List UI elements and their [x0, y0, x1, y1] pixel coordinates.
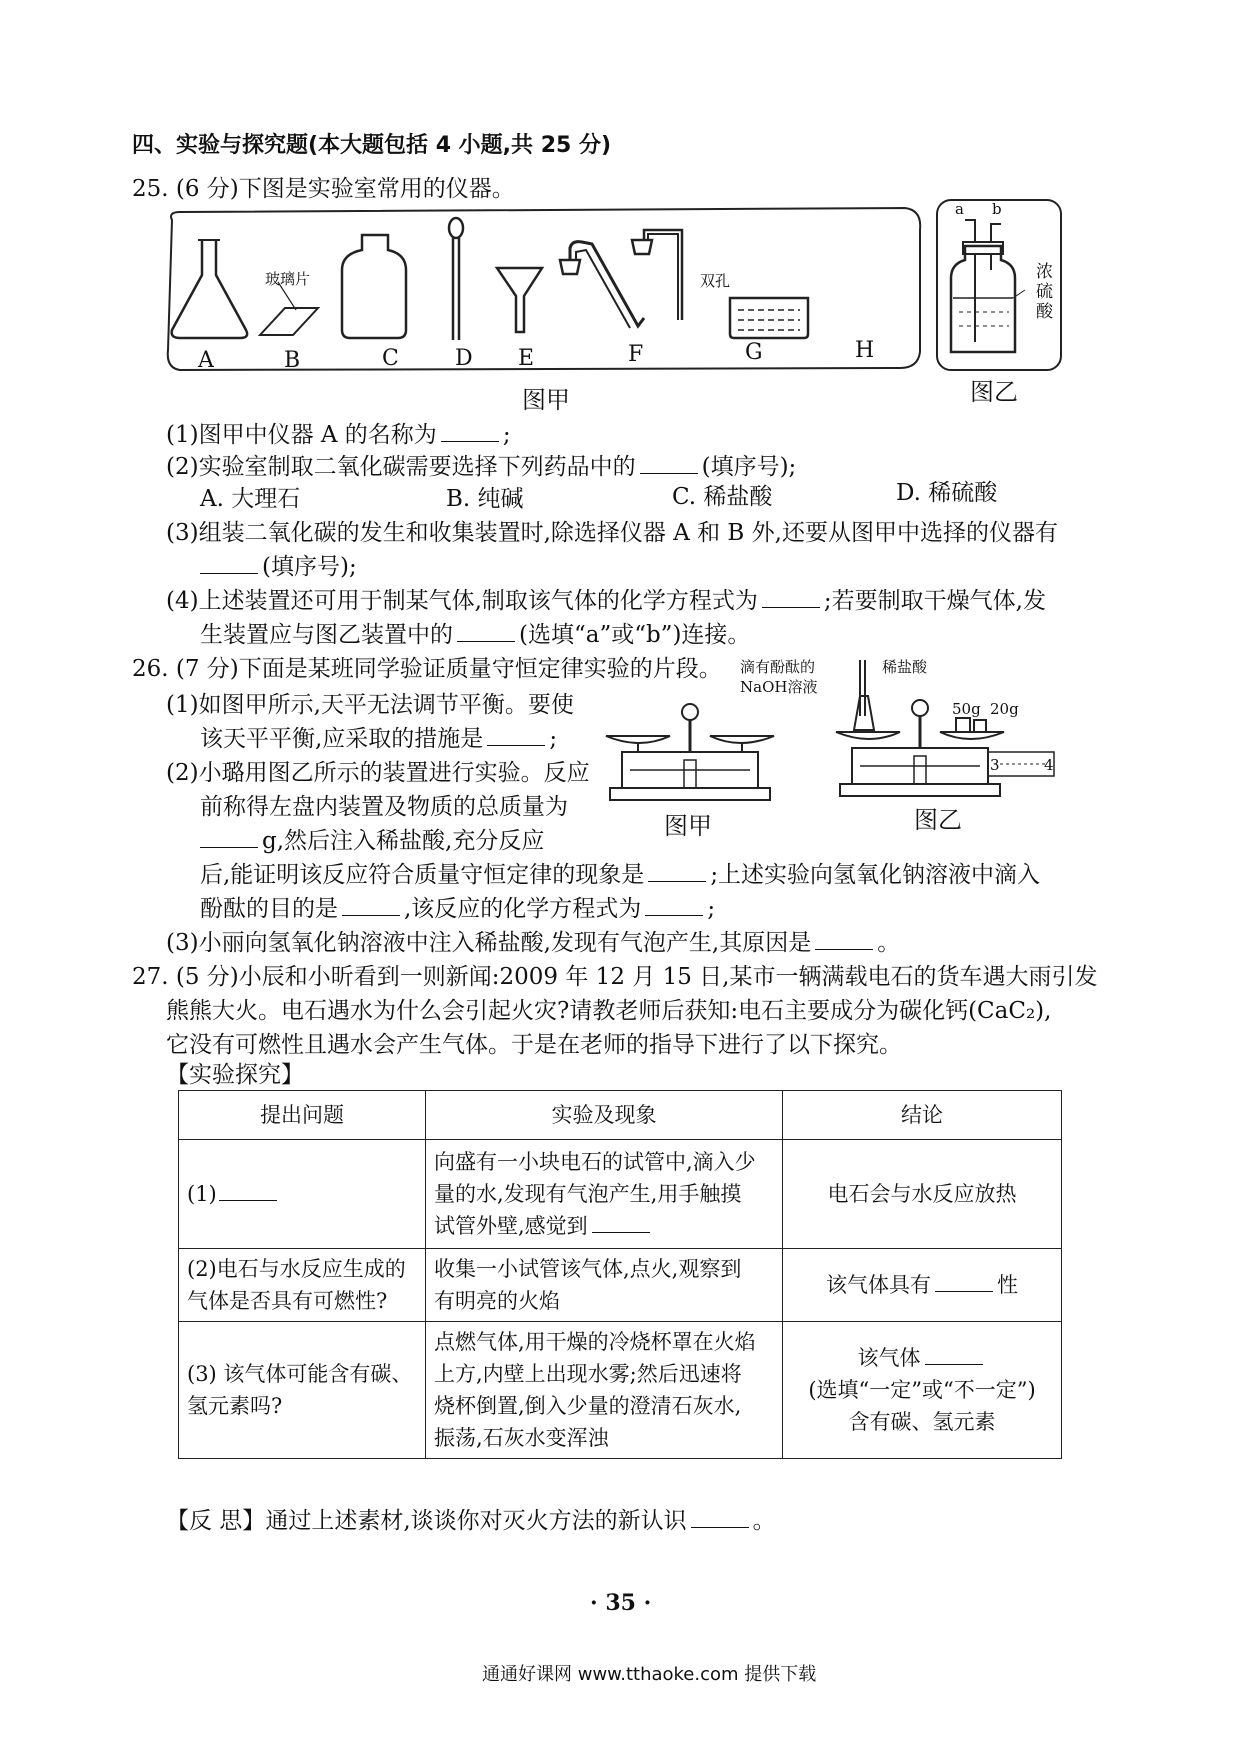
acid-label: 浓硫酸 [1036, 262, 1053, 322]
long-neck-funnel-icon [449, 218, 463, 340]
answer-blank[interactable] [342, 897, 400, 916]
answer-blank[interactable] [648, 863, 706, 882]
double-hole-label: 双孔 [700, 272, 731, 290]
q26-caption-jia: 图甲 [664, 812, 712, 840]
q26-balance-jia [600, 690, 780, 810]
q27-line3: 它没有可燃性且遇水会产生气体。于是在老师的指导下进行了以下探究。 [166, 1032, 902, 1058]
q26-line6: 后,能证明该反应符合质量守恒定律的现象是 ;上述实验向氢氧化钠溶液中滴入 [200, 862, 1041, 888]
table-row [179, 1140, 1062, 1249]
table-row [179, 1322, 1062, 1459]
hcl-label: 稀盐酸 [882, 658, 928, 676]
q26-line3: (2)小璐用图乙所示的装置进行实验。反应 [166, 760, 590, 786]
apparatus-label-a: A [198, 348, 214, 373]
page-number: · 35 · [590, 1590, 652, 1616]
balance-icon [606, 704, 774, 800]
answer-blank[interactable] [487, 727, 545, 746]
tube-label-a: a [955, 200, 964, 218]
q27-reflection: 【反 思】通过上述素材,谈谈你对灭火方法的新认识 。 [166, 1508, 776, 1534]
wash-bottle-icon [951, 220, 1025, 352]
answer-blank[interactable] [219, 1182, 277, 1201]
apparatus-label-d: D [455, 346, 473, 371]
q25-option-a: A. 大理石 [200, 486, 301, 512]
q25-option-d: D. 稀硫酸 [896, 480, 998, 506]
answer-blank[interactable] [925, 1346, 983, 1365]
tube-label-b: b [992, 200, 1002, 218]
q27-experiment-label: 【实验探究】 [166, 1062, 304, 1088]
apparatus-label-e: E [518, 346, 535, 371]
column-header: 实验及现象 [426, 1091, 783, 1140]
q25-part4-cont: 生装置应与图乙装置中的 (选填“a”或“b”)连接。 [200, 622, 751, 648]
table-cell: 收集一小试管该气体,点火,观察到 有明亮的火焰 [426, 1249, 783, 1322]
naoh-label-line1: 滴有酚酞的 [740, 658, 816, 676]
table-cell: (1) [179, 1140, 426, 1249]
gas-bottle-icon [342, 235, 406, 338]
answer-blank[interactable] [815, 931, 873, 950]
apparatus-label-g: G [745, 340, 763, 365]
glass-plate-label: 玻璃片 [265, 270, 311, 288]
answer-blank[interactable] [200, 829, 258, 848]
section-title: 四、实验与探究题(本大题包括 4 小题,共 25 分) [132, 133, 612, 158]
answer-blank[interactable] [441, 423, 499, 442]
q26-balance-yi [830, 656, 1060, 806]
funnel-icon [497, 268, 542, 332]
q26-stem: 26. (7 分)下面是某班同学验证质量守恒定律实验的片段。 [132, 656, 722, 682]
table-row [179, 1249, 1062, 1322]
table-cell: (3) 该气体可能含有碳、 氢元素吗? [179, 1322, 426, 1459]
q25-part1: (1)图甲中仪器 A 的名称为 ; [166, 422, 511, 448]
answer-blank[interactable] [640, 455, 698, 474]
q26-line8: (3)小丽向氢氧化钠溶液中注入稀盐酸,发现有气泡产生,其原因是 。 [166, 930, 901, 956]
table-cell: 该气体具有 性 [783, 1249, 1062, 1322]
water-trough-icon [730, 298, 808, 338]
apparatus-label-f: F [628, 342, 644, 367]
table-cell: (2)电石与水反应生成的 气体是否具有可燃性? [179, 1249, 426, 1322]
q25-part3-cont: (填序号); [200, 552, 357, 582]
q25-part3: (3)组装二氧化碳的发生和收集装置时,除选择仪器 A 和 B 外,还要从图甲中选择的仪器有 [166, 520, 1058, 546]
q25-figure-jia [160, 200, 930, 380]
answer-blank[interactable] [200, 555, 258, 574]
bent-tube-stopper-icon [560, 242, 644, 328]
apparatus-label-h: H [855, 338, 875, 363]
conical-flask-icon [172, 240, 247, 338]
q26-line2: 该天平平衡,应采取的措施是 ; [200, 726, 558, 752]
column-header: 提出问题 [179, 1091, 426, 1140]
q25-part2: (2)实验室制取二氧化碳需要选择下列药品中的 (填序号); [166, 454, 797, 480]
apparatus-label-b: B [284, 348, 301, 373]
answer-blank[interactable] [691, 1509, 749, 1528]
column-header: 结论 [783, 1091, 1062, 1140]
experiment-table [178, 1090, 1062, 1459]
table-header-row [179, 1091, 1062, 1140]
table-cell: 电石会与水反应放热 [783, 1140, 1062, 1249]
q25-option-c: C. 稀盐酸 [672, 484, 773, 510]
q25-stem: 25. (6 分)下图是实验室常用的仪器。 [132, 176, 515, 202]
figure-jia-caption: 图甲 [522, 386, 570, 414]
glass-plate-icon [260, 282, 318, 335]
answer-blank[interactable] [762, 589, 820, 608]
scale-mark-3: 3 [990, 756, 1000, 774]
answer-blank[interactable] [645, 897, 703, 916]
q26-line4: 前称得左盘内装置及物质的总质量为 [200, 794, 568, 820]
q26-line5: g,然后注入稀盐酸,充分反应 [200, 826, 544, 856]
table-cell: 该气体 (选填“一定”或“不一定”) 含有碳、氢元素 [783, 1322, 1062, 1459]
answer-blank[interactable] [935, 1273, 993, 1292]
q27-line2: 熊熊大火。电石遇水为什么会引起火灾?请教老师后获知:电石主要成分为碳化钙(CaC₂), [166, 998, 1052, 1024]
table-cell: 点燃气体,用干燥的冷烧杯罩在火焰 上方,内壁上出现水雾;然后迅速将 烧杯倒置,倒入少量的澄清石灰水, 振荡,石灰水变浑浊 [426, 1322, 783, 1459]
table-cell: 向盛有一小块电石的试管中,滴入少 量的水,发现有气泡产生,用手触摸 试管外壁,感觉到 [426, 1140, 783, 1249]
q26-line7: 酚酞的目的是 ,该反应的化学方程式为 ; [200, 896, 716, 922]
weight-50g-label: 50g [952, 700, 981, 718]
answer-blank[interactable] [592, 1214, 650, 1233]
q26-line1: (1)如图甲所示,天平无法调节平衡。要使 [166, 692, 574, 718]
footer-source: 通通好课网 www.tthaoke.com 提供下载 [482, 1664, 817, 1685]
figure-yi-caption: 图乙 [970, 378, 1018, 406]
q27-line1: 27. (5 分)小辰和小昕看到一则新闻:2009 年 12 月 15 日,某市一辆满载电石的货车遇大雨引发 [132, 964, 1098, 990]
answer-blank[interactable] [457, 623, 515, 642]
q25-option-b: B. 纯碱 [446, 486, 524, 512]
q26-caption-yi: 图乙 [914, 806, 962, 834]
apparatus-label-c: C [382, 346, 399, 371]
balance-with-beaker-icon [836, 660, 1054, 796]
naoh-label-line2: NaOH溶液 [740, 678, 818, 696]
scale-mark-4: 4 [1044, 756, 1054, 774]
weight-20g-label: 20g [990, 700, 1019, 718]
double-hole-stopper-icon [632, 230, 682, 320]
q25-part4: (4)上述装置还可用于制某气体,制取该气体的化学方程式为 ;若要制取干燥气体,发 [166, 588, 1046, 614]
